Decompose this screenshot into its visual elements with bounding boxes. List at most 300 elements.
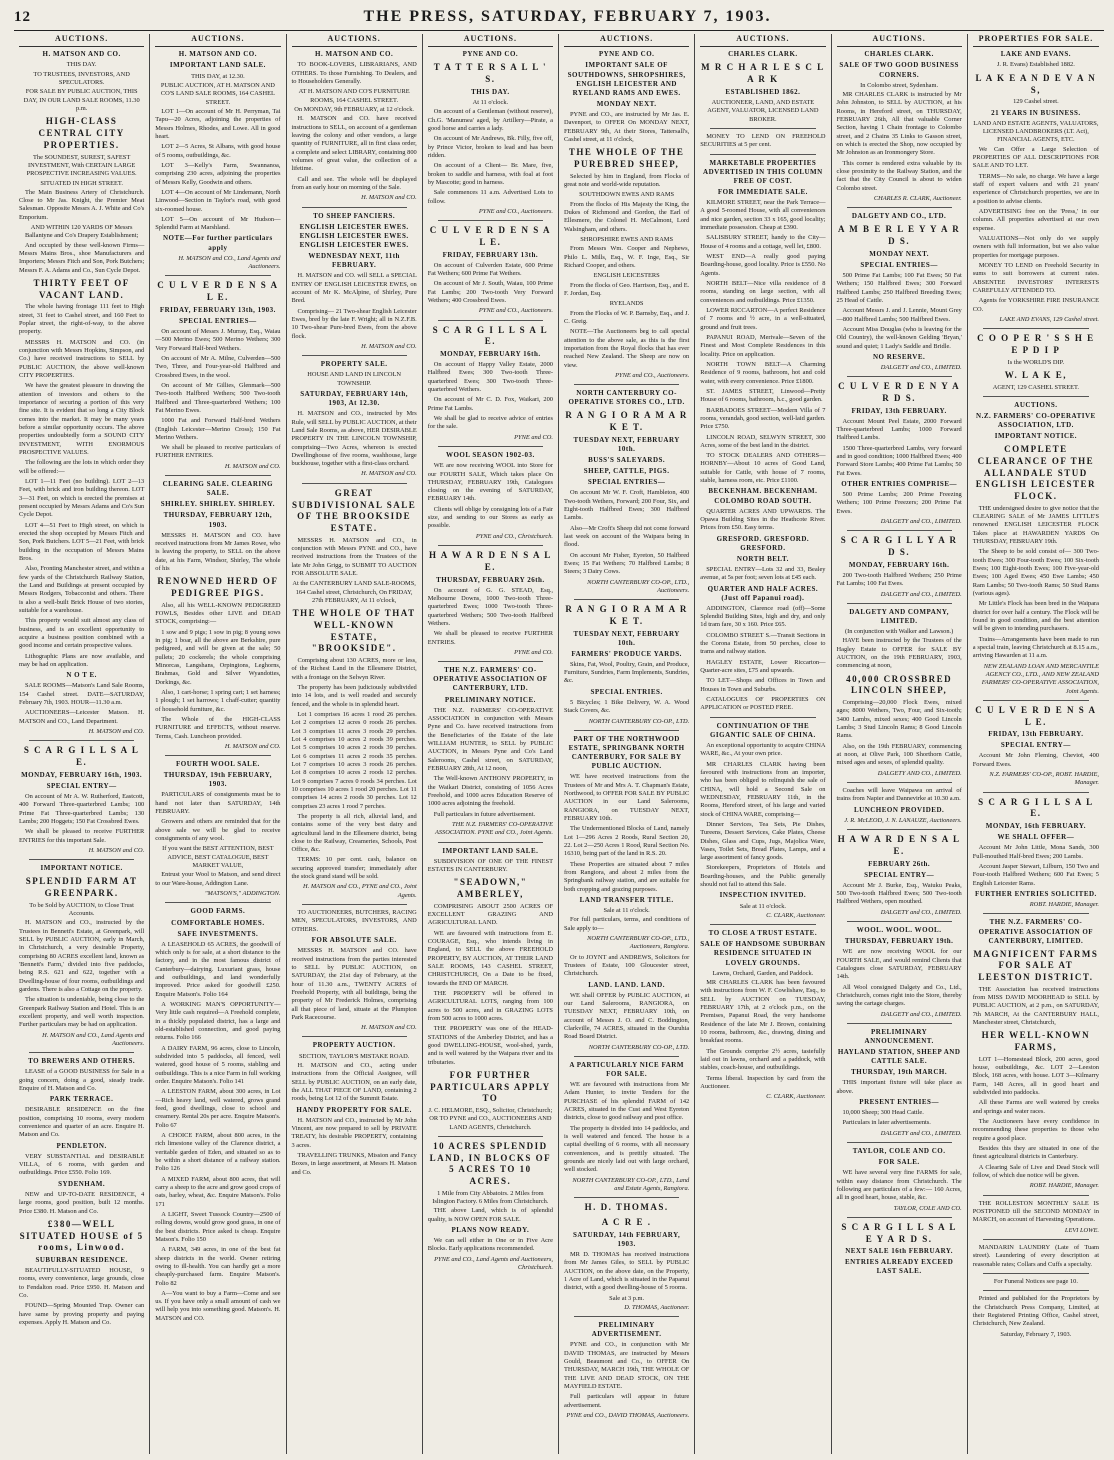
paragraph: Terms liberal. Inspection by card from the Auctioneer.	[700, 1074, 826, 1090]
paragraph: LEASE of a GOOD BUSINESS for Sale in a going concern, doing a good, steady trade. Enquire of H. Matson and Co.	[19, 1068, 145, 1092]
paragraph: Also, 1 cart-horse; 1 spring cart; 1 set harness; 1 plough; 1 set harrows; 1 chaff-cutter; quantity of household furniture, &c.	[155, 688, 281, 713]
paragraph: Clients will oblige by consigning lots of a Fair size, and sending to our Stores as early as possible.	[427, 505, 553, 530]
advertiser-signature: PYNE and CO.	[514, 433, 553, 441]
advertiser-signature: PYNE and CO., Auctioneers.	[478, 207, 553, 215]
subheading: BECKENHAM. BECKENHAM. COLOMBO ROAD SOUTH.	[708, 487, 818, 505]
subheading: NEXT SALE 16th FEBRUARY.	[845, 1247, 954, 1256]
paragraph: MR CHARLES CLARK having been favoured with instructions from an importer, who has been obliged to relinquish the sale of CHINA, will hold a Second Sale on WEDNESDAY, FEBRUARY 11th, in the Rooms, Hereford street, of his large and varied stock of CHINA WARE, comprising—	[700, 760, 826, 818]
column-heading: AUCTIONS.	[292, 34, 417, 47]
subheading: SPECIAL ENTRY—	[1000, 741, 1071, 750]
paragraph: On account of Culverden Estate, 600 Prime Fat Wethers; 600 Prime Fat Wethers.	[427, 261, 553, 278]
column	[968, 34, 1104, 1454]
advertiser-signature: H. MATSON and CO.	[88, 728, 145, 735]
newspaper-title: THE PRESS, SATURDAY, FEBRUARY 7, 1903.	[363, 8, 772, 25]
paragraph: MESSRS H. MATSON and CO. have received instructions from Mr James Rowe, who is leaving the property, to SELL on the above date, at his Farm, Windsor, Shirley, The whole of his	[155, 531, 281, 572]
centered-line: SITUATED IN HIGH STREET.	[40, 179, 123, 187]
subheading: A PARTICULARLY NICE FARM FOR SALE.	[569, 1060, 684, 1079]
masthead	[14, 4, 1104, 31]
display-heading: S C A R G I L L S A L E.	[23, 745, 140, 768]
ad-divider	[847, 921, 952, 922]
subheading: DALGETY AND COMPANY, LIMITED.	[849, 607, 950, 626]
advertiser-signature: TAYLOR, COLE AND CO.	[893, 1204, 962, 1212]
display-heading: 10 ACRES SPLENDID LAND, IN BLOCKS OF 5 ACRES TO 10 ACRES.	[429, 1140, 552, 1186]
subheading: MONDAY, FEBRUARY 16th.	[440, 350, 541, 359]
subheading: H. MATSON AND CO.	[315, 50, 394, 59]
subheading: NOTE—For further particulars apply	[162, 234, 273, 252]
ad-divider	[165, 475, 270, 476]
paragraph: H. MATSON and CO., instructed by Mrs Rule, will SELL by PUBLIC AUCTION, at their Land Sale Rooms, as above, HER DESIRABLE PROPERTY IN THE LINCOLN TOWNSHIP, comprising—Two Acres, whereon is erected Dwellinghouse of five rooms, washhouse, large buckhouse, together with a first-class orchard.	[291, 410, 417, 468]
paragraph: 1 sow and 9 pigs; 1 sow in pig; 8 young sows in pig; 1 boar, all the above are Berkshire, pure pedigreed, and will be given at the sale; 50 pullets; 20 cockerels; the whole comprising Minorcas, Langshans, Orpingtons, Leghorns, Brahmas, Gold and Silver Wyandottes, Dorkings, &c.	[155, 628, 281, 686]
paragraph: Account Mr John Fleming, Cheviot, 400 Forward Ewes.	[972, 752, 1099, 768]
paragraph: Selected by him in England, from Flocks of great note and world-wide reputation.	[564, 172, 690, 188]
subheading: PROPERTY SALE.	[320, 360, 388, 369]
subheading: MONDAY, 16th FEBRUARY.	[985, 822, 1086, 831]
paragraph: LOT 1—Homestead Block, 200 acres, good house, outbuildings, &c. LOT 2—Leeston Block, 168 acres, with house. LOT 3—Kilmarry Farm, 148 Acres, all in good heart and subdivided into paddocks.	[972, 1055, 1099, 1097]
paragraph: Entrust your Wool to Matson, and send direct to our Ware-house, Addington Lane.	[155, 871, 281, 887]
display-heading: H. D. THOMAS.	[584, 1202, 669, 1213]
subheading: CHARLES CLARK.	[864, 50, 934, 59]
paragraph: The Main Business Artery of Christchurch. Close to Mr Jas. Knight, the Premier Meat Salesman. Opposite Messrs A. J. White and Co's Emporium.	[19, 188, 145, 221]
paragraph: Full particulars will appear in future advertisement.	[564, 1393, 690, 1409]
subheading: NORTH BELT.	[736, 554, 789, 563]
paragraph: And occupied by these well-known Firms—Messrs Mains Bros., shoe Manufacturers and Importers; Messrs Fitch and Son, Pork Butchers; Messrs F. A. Adams and Co., Sun Cycle Depot.	[19, 241, 145, 274]
advertiser-signature: H. MATSON and CO.	[361, 1024, 417, 1032]
page-number: 12	[14, 8, 31, 25]
paragraph: PYNE and CO., are instructed by Mr Jas. E. Davenport, to OFFER On MONDAY NEXT, FEBRUARY 9th, At their Stores, Tattersall's, Cashel street, at 11 o'clock,	[564, 110, 690, 143]
paragraph: WE are favoured with instructions from Mr Adam Hunter, to invite Tenders for the PURCHASE of his splendid FARM of 142 ACRES, situated in the Cust and West Eyreton districts, close to good railway and post office.	[564, 1081, 690, 1122]
advertiser-signature: DALGETY and CO., LIMITED.	[880, 518, 962, 526]
display-heading: THIRTY FEET OF VACANT LAND.	[33, 278, 130, 300]
column	[423, 34, 559, 1454]
paragraph: H. MATSON and CO., instructed by the Trustees in Bennett's Estate, at Greenpark, will SELL by PUBLIC AUCTION, early in March, in Christchurch, a very desirable Property, comprising 80 ACRES excellent land, known as 'Bennett's Farm,' divided into five paddocks, being R.S. 621 and 622, together with a Dwelling-house of four rooms, outbuildings and gardens. There is also a Cottage on the property.	[19, 919, 145, 993]
advertiser-signature: NORTH CANTERBURY CO-OP., LTD., Land and Estate Agents, Rangiora.	[572, 1176, 690, 1193]
ad-divider	[847, 829, 952, 830]
centered-line: J. C. HELMORE, ESQ., Solicitor, Christchurch; OR TO PYNE and CO., AUCTIONEERS AND LAND AGENTS, Christchurch.	[428, 1106, 553, 1131]
ad-divider	[983, 700, 1089, 701]
advertiser-signature: DALGETY and CO., LIMITED.	[880, 908, 962, 916]
subheading: COMFORTABLE HOMES.	[171, 918, 265, 927]
ad-divider	[983, 1273, 1089, 1274]
paragraph: From the Flocks of W. P. Barnsby, Esq., and J. C. Greig.	[564, 309, 690, 325]
paragraph: PAPANUI ROAD, Merivale—Seven of the Finest and Most Complete Residences in this locality. Price on application.	[700, 333, 826, 358]
centered-line: HOUSE AND LAND IN LINCOLN TOWNSHIP.	[307, 371, 401, 387]
column	[287, 34, 423, 1454]
subheading: SAFE INVESTMENTS.	[177, 929, 259, 938]
subheading: WOOL SEASON 1902-03.	[445, 451, 535, 460]
ad-divider	[983, 913, 1089, 914]
centered-line: THIS DAY, at 12.30.	[191, 72, 245, 80]
ad-divider	[574, 1056, 679, 1057]
subheading: MONDAY, FEBRUARY 16th.	[848, 560, 950, 569]
paragraph: Growers and others are reminded that for the above sale we will be glad to receive consignments of any wool.	[155, 818, 281, 843]
subheading: SATURDAY, 14th FEBRUARY, 1903.	[572, 1230, 681, 1248]
subheading: FOR SALE.	[878, 1158, 920, 1167]
ad-divider	[438, 446, 543, 447]
paragraph: WE shall OFFER by PUBLIC AUCTION, at our Land Salerooms, RANGIORA, on TUESDAY NEXT, FEBRUARY 10th, on account of Messrs J. O. and C. Boddington, Clarkville, 74 ACRES, situated in the Ouruhia Road Board District.	[564, 991, 690, 1041]
paragraph: THE PROPERTY will be offered in AGRICULTURAL LOTS, ranging from 100 acres to 500 acres, and in GRAZING LOTS from 500 acres to 1000 acres.	[427, 989, 553, 1022]
paragraph: Storekeepers, Proprietors of Hotels and Boarding-houses, and the Public generally should not fail to attend this Sale.	[700, 864, 826, 889]
subheading: SPECIAL ENTRIES—	[587, 478, 666, 487]
paragraph: This corner is rendered extra valuable by its close proximity to the Railway Station, and the fact that the City Council is about to widen Colombo street.	[836, 159, 962, 192]
subheading: BUSS'S SALEYARDS.	[588, 455, 666, 464]
subheading: H. MATSON AND CO.	[178, 50, 257, 59]
display-heading: S C A R G I L L Y A R D S.	[840, 535, 958, 558]
paragraph: MONEY TO LEND on Freehold Security in sums to suit borrowers at current rates. ABSENTEE INVESTORS' INTERESTS CAREFULLY ATTENDED TO.	[972, 261, 1099, 294]
paragraph: The property is divided into 14 paddocks, and is well watered and fenced. The house is a capital dwelling of 6 rooms, with all necessary conveniences, and is prettily situated. The grounds are nicely laid out with large orchard, well stocked.	[564, 1124, 690, 1174]
ad-divider	[302, 207, 407, 208]
advertiser-signature: H. MATSON and CO.	[224, 742, 281, 750]
paragraph: Account Mr J. Burke, Esq., Waiuku Peaks, 500 Two-tooth Halfbred Ewes; 500 Two-tooth Halfbred Wethers, open mouthed.	[836, 881, 962, 906]
paragraph: COMPRISING ABOUT 2500 ACRES OF EXCELLENT GRAZING AND AGRICULTURAL LAND.	[427, 902, 553, 927]
paragraph: Also, on the 19th FEBRUARY, commencing at noon, at Olive Park, 100 Shorthorn Cattle, mixed ages and sexes, of splendid quality.	[836, 742, 962, 767]
paragraph: LOT 4—On account of Mr Lindemann, North Linwood—Section in Taylor's road, with good six-roomed house.	[155, 188, 281, 213]
paragraph: The property has been judiciously subdivided into 14 lots, and is well roaded and securely fenced, and the whole is in splendid heart.	[291, 683, 417, 708]
paragraph: 1500 Three-quarterbred Lambs, very forward and in good condition; 1000 Halfbred Ewes; 400 Forward Store Lambs; 400 Prime Fat Lambs; 50 Fat Ewes.	[836, 444, 962, 477]
paragraph: From the flocks of His Majesty the King, the Dukes of Richmond and Gordon, the Earl of Ellesmere, the Colonel H. McCalmont, Lord Walsingham, and others.	[564, 200, 690, 233]
paragraph: AUCTIONEERS—Leicester Matson. H. MATSON and CO., Land Department.	[19, 709, 145, 725]
paragraph: We shall be pleased to receive FURTHER ENTRIES for this important Sale.	[19, 828, 145, 844]
ad-divider	[165, 275, 270, 276]
subheading: MARKETABLE PROPERTIES ADVERTISED IN THIS COLUMN FREE OF COST.	[703, 158, 823, 185]
subheading: CONTINUATION OF THE GIGANTIC SALE OF CHINA.	[709, 721, 816, 739]
paragraph: 200 Two-tooth Halfbred Wethers; 250 Prime Fat Lambs; 100 Fat Ewes.	[836, 571, 962, 588]
display-heading: W. L A K E,	[1004, 369, 1067, 380]
subheading: TAYLOR, COLE AND CO.	[852, 1147, 946, 1156]
paragraph: A LIGHT, Sweet Tussock Country—2500 of rolling downs, would grow good grass, in one of the best districts. Price asked is cheap. Enquire Matson's. Folio 150	[155, 1210, 281, 1243]
paragraph: This property would suit almost any class of business, and is an excellent opportunity to acquire a business position combined with a good income and certain prospective values.	[19, 617, 145, 650]
ad-divider	[983, 1290, 1089, 1291]
paragraph: CATALOGUES OF PROPERTIES ON APPLICATION or POSTED FREE.	[700, 696, 826, 712]
subheading: SPECIAL ENTRY—	[864, 870, 935, 879]
paragraph: SUBDIVISION OF ONE OF THE FINEST ESTATES IN CANTERBURY.	[427, 857, 553, 873]
display-heading: RENOWNED HERD OF PEDIGREE PIGS.	[157, 576, 279, 598]
paragraph: Agents for YORKSHIRE FIRE INSURANCE CO.	[972, 297, 1099, 313]
display-heading: £380—WELL SITUATED HOUSE of 5 rooms, Linwood.	[19, 1218, 144, 1253]
column-heading: AUCTIONS.	[564, 34, 689, 47]
paragraph: SALISBURY STREET, handy to the City—House of 4 rooms and a cottage, well let, £800.	[700, 234, 826, 250]
display-heading: HIGH-CLASS CENTRAL CITY PROPERTIES.	[38, 116, 125, 150]
subheading: TUESDAY NEXT, FEBRUARY 10th.	[573, 435, 680, 453]
paragraph: Comprising about 130 ACRES, more or less, of the Richest Land in the Ellesmere District, with a frontage on the Selwyn River.	[291, 656, 417, 681]
column-heading: AUCTIONS.	[19, 34, 144, 47]
advertiser-signature: H. MATSON and CO., Land Agents and Auctioneers.	[178, 254, 281, 270]
display-heading: C U L V E R D E N S A L E.	[429, 225, 551, 247]
column	[559, 34, 695, 1454]
paragraph: The Grounds comprise 2½ acres, tastefully laid out in lawns, orchard and a paddock, with stables, coach-house, and outbuildings.	[700, 1047, 826, 1072]
paragraph: Or to JOYNT and ANDREWS, Solicitors for Trustees of Estate, 100 Gloucester street, Christchurch.	[564, 953, 690, 978]
subheading: TO CLOSE A TRUST ESTATE.	[708, 929, 818, 938]
display-heading: C U L V E R D E N S A L E.	[157, 280, 279, 303]
centered-line: 129 Cashel street.	[1013, 98, 1059, 106]
paragraph: Sale commences 11 a.m. Advertised Lots to follow.	[427, 189, 553, 205]
paragraph: The property is all rich, alluvial land, and contains some of the very best dairy and agricultural land in the Ellesmere district, being close to the Railway, Creameries, Schools, Post Office, &c.	[291, 812, 417, 854]
centered-line: To be Sold by AUCTION, to Close Trust Accounts.	[29, 901, 134, 917]
subheading: OTHER ENTRIES COMPRISE—	[841, 480, 957, 489]
paragraph: Account Mr John Little, Mona Sands, 300 Full-mouthed Half-bred Ewes; 200 Lambs.	[972, 844, 1099, 860]
subheading: MONDAY NEXT.	[869, 249, 930, 258]
advertiser-signature: NEW ZEALAND LOAN AND MERCANTILE AGENCY CO., LTD., AND NEW ZEALAND FARMERS' CO-OPERATIVE ASSOCIATION, Joint Agents.	[981, 662, 1099, 695]
centered-line: At 11 o'clock.	[472, 98, 509, 106]
subheading: SPECIAL ENTRIES.	[590, 687, 663, 696]
paragraph: Full particulars in future advertisement.	[433, 810, 536, 818]
paragraph: A CHOICE FARM, about 800 acres, in the rich limestone valley of the Clarence district, a veritable garden of Eden, and situated so as to be within a short distance of a railway station. Folio 126	[155, 1131, 281, 1173]
display-heading: C O O P E R ' S S H E E P D I P	[977, 333, 1095, 355]
paragraph: ST. JAMES STREET, Linwood—Pretty House of 6 rooms, bathroom, h.c., good garden.	[700, 387, 826, 404]
paragraph: THIS important fixture will take place as above.	[836, 1079, 962, 1095]
paragraph: The Well-known ANTHONY PROPERTY, in the Waikari District, consisting of 1056 Acres Freehold, and 1000 acres Education Reserve of 1000 acres adjoining the freehold.	[427, 775, 553, 808]
centered-line: AT H. MATSON AND CO'S FURNITURE ROOMS, 164 CASHEL STREET.	[298, 88, 410, 104]
subheading: 21 YEARS IN BUSINESS.	[991, 108, 1081, 117]
paragraph: BEAUTIFULLY-SITUATED HOUSE, 9 rooms, every convenience, large grounds, close to Fendalton road. Price £950. H. Matson and Co.	[19, 1267, 145, 1300]
paragraph: On account of Mr J. South, Waiau, 100 Prime Fat Lambs; 200 Two-tooth Very Forward Wethers; 400 Crossbred Ewes.	[427, 280, 553, 304]
paragraph: On account of Mr A. W. Rutherford, Eastcott, 400 Forward Three-quarterbred Lambs; 100 Prime Fat Three-quarterbred Lambs; 130 Lambs; 200 Hoggets; 150 Fat Crossbred Ewes.	[19, 792, 145, 825]
subheading: IMPORTANT SALE OF SOUTHDOWNS, SHROPSHIRES, ENGLISH LEICESTER AND RYELAND RAMS AND EWES.	[567, 61, 686, 97]
ad-divider	[847, 530, 952, 531]
display-heading: S C A R G I L L S A L E Y A R D S.	[841, 1221, 957, 1244]
paragraph: THE ROLLESTON MONTHLY SALE IS POSTPONED till the SECOND MONDAY in MARCH, on account of Harvesting Operations.	[972, 1199, 1099, 1224]
ad-divider	[983, 328, 1089, 329]
advertiser-signature: ROBT. HARDIE, Manager.	[1029, 1182, 1099, 1190]
subheading: WEDNESDAY NEXT, 11th FEBRUARY.	[308, 252, 400, 270]
subheading: MONDAY NEXT.	[596, 99, 657, 108]
subheading: GRESFORD. GRESFORD. GRESFORD.	[716, 534, 810, 552]
subheading: DALGETY AND CO., LTD.	[851, 212, 947, 221]
subheading: PRELIMINARY ADVERTISEMENT.	[591, 1321, 662, 1339]
ad-divider	[438, 545, 543, 546]
subheading: FURTHER ENTRIES SOLICITED.	[974, 889, 1097, 898]
paragraph: On account of a Client— Br. Mare, five, broken to saddle and harness, with foal at foot by Mascotte; good in harness.	[427, 162, 553, 186]
paragraph: HAGLEY ESTATE, Lower Riccarton—Quarter-acre sites, £75 and upwards.	[700, 658, 826, 675]
paragraph: We have the greatest pleasure in drawing the attention of investors and others to the importance of securing a portion of this very fine site. It is evident that so long a City Block comes into the market. It may be many years before a similar opportunity occurs. The above properties undoubtedly form a SOUND CITY INVESTMENT, WITH ENORMOUS PROSPECTIVE VALUES.	[19, 382, 145, 457]
paragraph: ADDINGTON, Clarence road (off)—Some Splendid Building Sites, high and dry, and only 1d tram fare, 30 x 160. Price £65.	[700, 604, 826, 629]
paragraph: On account of Mr Andrews, Bk. Filly, five off, by Prince Victor, broken to lead and has been ridden.	[427, 135, 553, 159]
subheading: N O T E.	[66, 671, 97, 680]
paragraph: SALE ROOMS—Matson's Land Sale Rooms, 154 Cashel street. DATE—SATURDAY, February 7th, 1903. HOUR—11.30 a.m.	[19, 682, 145, 707]
advertiser-signature: N.Z. FARMERS' CO-OP., ROBT. HARDIE, Manager.	[989, 771, 1099, 787]
centered-line: At the CANTERBURY LAND SALE-ROOMS, 164 Cashel street, Christchurch, On FRIDAY, 27th FEBRUARY, At 11 o'clock,	[292, 580, 416, 604]
centered-line: AGENT, 129 CASHEL STREET.	[992, 383, 1080, 391]
paragraph: On account of a Gentleman (without reserve), Ch.G. 'Manumea' aged, by Artillery—Pirate, a good horse and carries a lady.	[427, 108, 553, 132]
subheading: PRESENT ENTRIES—	[859, 1097, 939, 1106]
paragraph: 1000 Fat and Forward Half-bred Wethers (English Leicester—Merino Cross); 150 Fat Merino Wethers.	[155, 417, 281, 441]
display-heading: 40,000 CROSSBRED LINCOLN SHEEP,	[846, 673, 953, 696]
paragraph: MANDARIN LAUNDRY (Late of Tuam street). Laundering of every description at reasonable rates; Collars and Cuffs a specialty.	[972, 1244, 1099, 1268]
advertiser-signature: THE N.Z. FARMERS' CO-OPERATIVE ASSOCIATION. PYNE and CO., Joint Agents.	[434, 820, 553, 837]
paragraph: Lithographic Plans are now available, and may be had on application.	[19, 652, 145, 668]
paragraph: THE N.Z. FARMERS' CO-OPERATIVE ASSOCIATION in conjunction with Messrs Pyne and Co. have received instructions from the Beneficiaries of the Estate of the late WILLIAM HUNTER, to SELL by PUBLIC AUCTION, in Messrs Pyne and Co's Land Salerooms, Cashel street, on SATURDAY, FEBRUARY 28th, At 12 noon,	[427, 706, 553, 772]
subheading: SPECIAL ENTRIES—	[179, 316, 257, 325]
ad-divider	[574, 384, 679, 385]
display-heading: COMPLETE CLEARANCE OF THE ALLANDALE STUD ENGLISH LEICESTER FLOCK.	[975, 444, 1097, 501]
ad-divider	[847, 782, 952, 783]
subheading: PROPERTY AUCTION.	[312, 1041, 396, 1050]
ad-divider	[29, 859, 134, 860]
centered-line: 1 Mile from City Abbatoirs. 2 Miles from Islington Factory. 6 Miles from Christchurch.	[432, 1189, 549, 1205]
paragraph: Comprising—20,000 Flock Ewes, mixed ages; 8000 Wethers, Two, Four, and Six-tooth; 3400 Lambs, mixed sexes; 400 Good Lincoln Lambs; 3 Stud Lincoln Rams; 8 Good Lincoln Rams.	[836, 699, 962, 740]
ad-divider	[983, 1195, 1089, 1196]
subheading: PLANS NOW READY.	[451, 1225, 530, 1234]
display-heading: A C R E .	[601, 1217, 652, 1228]
ad-divider	[983, 792, 1089, 793]
advertiser-signature: ROBT. HARDIE, Manager.	[1029, 901, 1099, 909]
paragraph: NOTE—The Auctioneers beg to call special attention to the above sale, as this is the first importation from the Royal flocks that has ever reached New Zealand. The Sheep are now on view.	[564, 328, 690, 369]
paragraph: From Messrs Wm. Cooper and Nephews, Philo L. Mills, Esq., W. F. Inge, Esq., Sir Richard Cooper, and others.	[564, 245, 690, 269]
subheading: IMPORTANT LAND SALE.	[442, 846, 539, 855]
paragraph: FOUND—Spring Mounted Trap. Owner can have same by proving property and paying expenses. Apply H. Matson and Co.	[19, 1302, 145, 1326]
subheading: AUCTIONS.	[1014, 400, 1058, 409]
column	[150, 34, 286, 1454]
paragraph: A MIXED FARM, about 800 acres, that will carry a sheep to the acre and grow good crops of oats, barley, wheat, &c. Enquire Matson's. Folio 171	[155, 1175, 281, 1208]
paragraph: THE Association has received instructions from MISS DAVID MOORHEAD to SELL by PUBLIC AUCTION, at 2 p.m., on SATURDAY, 7th MARCH, At the CANTERBURY HALL, Manchester street, Christchurch,	[972, 985, 1099, 1027]
paragraph: From the flocks of Geo. Harrison, Esq., and E. F. Jordan, Esq.	[564, 281, 690, 297]
paragraph: On account of Mr A. Milne, Culverden—500 Two, Three, and Four-year-old Halfbred and Crossbred Ewes, in the wool.	[155, 354, 281, 379]
advertiser-signature: DALGETY AND CO., LIMITED.	[877, 769, 962, 777]
paragraph: On account of Happy Valley Estate, 2000 Halfbred Ewes; 300 Two-tooth Three-quarterbred Ewes; 300 Two-tooth Three-quarterbred Wethers.	[427, 361, 553, 394]
centered-line: AUCTIONEER, LAND, AND ESTATE AGENT, VALUATOR, LICENSED LAND BROKER.	[707, 98, 819, 123]
centered-line: TO TRUSTEES, INVESTORS, AND SPECULATORS.	[33, 70, 130, 87]
advertiser-signature: PYNE and CO., Auctioneers.	[615, 371, 690, 379]
paragraph: On account of Mr Gillies, Glenmark—500 Two-tooth Halfbred Wethers; 500 Two-tooth Halfbred and Three-quarterbred Wethers; 100 Fat Merino Ewes.	[155, 381, 281, 414]
advertiser-signature: NORTH CANTERBURY CO-OP., LTD.	[588, 717, 690, 725]
subheading: TUESDAY NEXT, FEBRUARY 10th.	[573, 629, 680, 647]
display-heading: C U L V E R D E N Y A R D S.	[838, 381, 961, 403]
paragraph: Also, Fronting Manchester street, and within a few yards of the Christchurch Railway Station, the Land and Buildings at present occupied by Messrs Rodgers, Tobacconist and others. There is also a well-built Brick House of two stories, suitable for a warehouse.	[19, 565, 145, 614]
paragraph: An exceptional opportunity to acquire CHINA WARE, &c., At your own price.	[700, 741, 826, 758]
centered-line: Sale at 3 p.m.	[609, 1294, 645, 1302]
paragraph: TRAVELLING TRUNKS, Mission and Fancy Boxes, in large assortment, at Messrs H. Matson and Co.	[291, 1151, 417, 1176]
ad-divider	[302, 355, 407, 356]
subheading: GOOD FARMS.	[190, 907, 246, 916]
paragraph: 5 Bicycles; 1 Bike Delivery, W. A. Wood Stack Covers, &c.	[564, 698, 690, 715]
subheading: FRIDAY, FEBRUARY 13th.	[442, 250, 539, 259]
ad-divider	[438, 220, 543, 221]
paragraph: LOWER RICCARTON—A perfect Residence of 7 rooms and ½ acre, in a well-situated, ground and fruit trees.	[700, 306, 826, 331]
advertiser-signature: NORTH CANTERBURY CO-OP., LTD., Auctioneers, Rangiora.	[587, 934, 690, 951]
paragraph: PARTICULARS of consignments must be to hand not later than SATURDAY, 14th FEBRUARY.	[155, 791, 281, 816]
subheading: TO BREWERS AND OTHERS.	[28, 1057, 136, 1066]
ad-divider	[574, 599, 679, 600]
subheading: SATURDAY, FEBRUARY 14th, 1903, At 12.30.	[300, 390, 408, 408]
advertiser-signature: LEVI LOWE.	[1064, 1226, 1099, 1234]
centered-line: Sale at 11 o'clock.	[739, 902, 787, 910]
ad-divider	[165, 902, 270, 903]
centered-line: LAND AND ESTATE AGENTS, VALUATORS, LICENSED LANDBROKERS (LT. Act), FINANCIAL AGENTS, ETC.	[973, 119, 1099, 144]
paragraph: ADVERTISING free on the 'Press,' in our column. All properties advertised at our own expense.	[972, 207, 1099, 232]
paragraph: The Undermentioned Blocks of Land, namely Lot 1—296 Acres 2 Roods, Rural Section 20, 22. Lot 2—250 Acres 1 Rood, Rural Section No. 16310, being part of the land in R.S. 20.	[564, 825, 690, 858]
paragraph: The Whole of the HIGH-CLASS FURNITURE and EFFECTS, without reserve. Terms, Cash. Luncheon provided.	[155, 715, 281, 740]
paragraph: 10,000 Sheep; 300 Head Cattle.	[842, 1109, 924, 1117]
subheading: LAND. LAND. LAND.	[588, 980, 665, 989]
paragraph: We shall be pleased to receive FURTHER ENTRIES.	[427, 630, 553, 646]
subheading: FRIDAY, 13th FEBRUARY.	[851, 406, 947, 415]
centered-line: AND WITHIN 120 YARDS OF Messrs Ballantyne and Co's Drapery Establishment;	[24, 224, 139, 240]
ad-divider	[710, 924, 815, 925]
subheading: HANDY PROPERTY FOR SALE.	[296, 1105, 412, 1114]
ad-divider	[438, 842, 543, 843]
centered-line: ENGLISH LEICESTERS	[593, 272, 660, 280]
paragraph: The situation is undeniable, being close to the Greenpark Railway Station and Hotel. This is an excellent property, and well worth inspection. Further particulars may be had on application.	[19, 996, 145, 1029]
paragraph: 500 Prime Fat Lambs; 100 Fat Ewes; 50 Fat Wethers; 150 Halfbred Ewes; 300 Forward Halfbred Lambs; 250 Halfbred Breeding Ewes; 25 Head of Cattle.	[836, 271, 962, 304]
subheading: FEBRUARY 26th.	[868, 859, 931, 868]
advertiser-signature: H. MATSON and CO., Land Agents and Auctioneers.	[42, 1031, 145, 1047]
display-heading: THE WHOLE OF THAT WELL-KNOWN ESTATE, "BROOKSIDE".	[292, 608, 416, 654]
advertiser-signature: DALGETY and CO., LIMITED.	[880, 1129, 962, 1137]
subheading: FRIDAY, 13th FEBRUARY.	[988, 730, 1084, 739]
centered-line: In Colombo street, Sydenham.	[860, 81, 939, 89]
column	[695, 34, 831, 1454]
subheading: IMPORTANT LAND SALE.	[169, 61, 266, 70]
display-heading: C U L V E R D E N S A L E.	[975, 704, 1097, 727]
column	[832, 34, 968, 1454]
subheading: IMPORTANT NOTICE.	[40, 864, 123, 873]
advertiser-signature: NORTH CANTERBURY CO-OP., LTD.	[588, 1043, 690, 1051]
subheading: MONDAY, FEBRUARY 16th, 1903.	[21, 770, 143, 779]
paragraph: On account of G. G. STEAD, Esq., Melbourne Downs, 1000 Two-tooth Three-quarterbred Ewes; 1000 Two-tooth Three-quarterbred Wethers; 500 Two-tooth Halfbred Wethers.	[427, 586, 553, 627]
paragraph: On account of Messrs J. Murray, Esq., Waiau—500 Merino Ewes; 500 Merino Wethers; 300 Very Forward Half-bred Wethers.	[155, 327, 281, 352]
ad-divider	[574, 730, 679, 731]
subheading: NORTH CANTERBURY CO-OPERATIVE STORES CO., LTD.	[568, 389, 685, 407]
ad-divider	[847, 603, 952, 604]
subheading: CLEARING SALE. CLEARING SALE.	[162, 480, 274, 498]
subheading: SPECIAL ENTRY—	[46, 781, 117, 790]
subheading: PYNE AND CO.	[598, 50, 655, 59]
advertiser-signature: PYNE and CO., Christchurch.	[475, 532, 553, 540]
advertiser-signature: H. MATSON and CO., PYNE and CO., Joint Agents.	[303, 883, 417, 899]
subheading: PENDLETON.	[56, 1141, 107, 1150]
advertiser-signature: CHARLES R. CLARK, Auctioneer.	[873, 194, 962, 202]
display-heading: A M B E R L E Y Y A R D S.	[838, 224, 961, 247]
subheading: THURSDAY, 19th MARCH.	[851, 1068, 948, 1077]
subheading: PRELIMINARY ANNOUNCEMENT.	[864, 1027, 934, 1045]
advertiser-signature: H. MATSON and CO.	[361, 194, 417, 202]
paragraph: For full particulars, terms, and conditions of Sale apply to—	[564, 916, 690, 932]
subheading: SUBURBAN RESIDENCE.	[35, 1255, 128, 1264]
paragraph: PYNE and CO., in conjunction with Mr DAVID THOMAS, are instructed by Messrs Gould, Beaumont and Co., to OFFER On THURSDAY, MARCH 19th, THE WHOLE OF THE LIVE AND DEAD STOCK, ON THE MAYFIELD ESTATE.	[564, 1341, 690, 1391]
subheading: TO SHEEP FANCIERS.	[313, 211, 396, 220]
columns	[14, 34, 1104, 1454]
paragraph: LOT 3—Kelly's Farm, Swannanoa, comprising 230 acres, adjoining the properties of Messrs Kelly, Goodwin and others.	[155, 161, 281, 186]
display-heading: R A N G I O R A M A R K E T.	[565, 604, 688, 626]
paragraph: WE are now receiving WOOL into Store for our FOURTH SALE, Which takes place On THURSDAY, FEBRUARY 19th, Catalogues closing on the evening of SATURDAY, FEBRUARY 14th.	[427, 462, 553, 503]
advertiser-signature: PYNE and CO.	[514, 648, 553, 656]
paragraph: VALUATIONS—Not only do we supply owners with full information, but we also value properties for mortgage purposes.	[972, 234, 1099, 259]
subheading: THURSDAY, FEBRUARY 19th.	[844, 937, 954, 946]
paragraph: NORTH TOWN BELT—A Charming Residence of 9 rooms, bathroom, hot and cold water, with every convenience. Price £1800.	[700, 360, 826, 385]
centered-line: (In conjunction with Walker and Lawson.)	[844, 628, 954, 636]
subheading: PART OF THE NORTHWOOD ESTATE, SPRINGBANK NORTH CANTERBURY, FOR SALE BY PUBLIC AUCTION.	[568, 734, 685, 771]
paragraph: We shall be glad to receive advice of entries for the sale.	[427, 415, 553, 431]
paragraph: MR CHARLES CLARK is instructed by Mr John Johnston, to SELL by AUCTION, at his Rooms, in Hereford street, on THURSDAY, FEBRUARY 26th, All that valuable Corner Section, having 1 Chain frontage to Colombo street, and 2 Chains 35 Links to Gasson street, on which is erected the Shop, now occupied by Mr Johnston as an Ironmongery Store.	[836, 91, 962, 157]
paragraph: MESSRS H. MATSON and CO. (in conjunction with Messrs Hopkins, Simpson, and Co.) have received instructions to SELL by PUBLIC AUCTION, the above well-known CITY PROPERTIES.	[19, 338, 145, 380]
subheading: THURSDAY, 19th FEBRUARY, 1903.	[163, 771, 272, 789]
paragraph: SPECIAL ENTRY—Lots 32 and 33, Bealey avenue, at 5s per foot; seven lots at £45 each.	[700, 565, 826, 582]
paragraph: NORTH BELT—Nice villa residence of 8 rooms, standing on large section, with all conveniences and outbuildings. Price £1350.	[700, 279, 826, 304]
advertiser-signature: D. THOMAS, Auctioneer.	[624, 1303, 690, 1311]
subheading: IMPORTANT NOTICE.	[994, 432, 1078, 441]
display-heading: T A T T E R S A L L ' S.	[433, 62, 547, 85]
subheading: LAND TRANSFER TITLE.	[579, 895, 674, 904]
advertiser-signature: PYNE and CO., DAVID THOMAS, Auctioneers.	[566, 1412, 690, 1420]
subheading: THIS DAY.	[471, 87, 510, 96]
centered-line: On MONDAY, 9th FEBRUARY, at 12 o'clock.	[294, 106, 415, 114]
paragraph: We can sell either in One or in Five Acre Blocks. Early applications recommended.	[427, 1237, 553, 1253]
subheading: N.Z. FARMERS' CO-OPERATIVE ASSOCIATION, LTD.	[976, 411, 1096, 430]
paragraph: Mr Little's Flock has been bred in the Waipara district for over half a century. The Flock will be found in good condition, and the best attention will be given to intending purchasers.	[972, 600, 1099, 633]
paragraph: The Sheep to be sold consist of— 300 Two-tooth Ewes; 300 Four-tooth Ewes; 100 Six-tooth Ewes; 100 Eight-tooth Ewes; 100 Five-year-old Ewes; 100 Aged Ewes; 450 Ewe Lambs; 450 Ram Lambs; 50 Two-tooth Rams; 50 Stud Rams (various ages).	[972, 548, 1099, 597]
paragraph: Account Mount Peel Estate, 2000 Forward Three-quarterbred Lambs; 1000 Forward Halfbred Lambs.	[836, 417, 962, 442]
advertiser-signature: C. CLARK, Auctioneer.	[766, 911, 826, 919]
advertiser-signature: DALGETY and CO., LIMITED.	[880, 590, 962, 598]
